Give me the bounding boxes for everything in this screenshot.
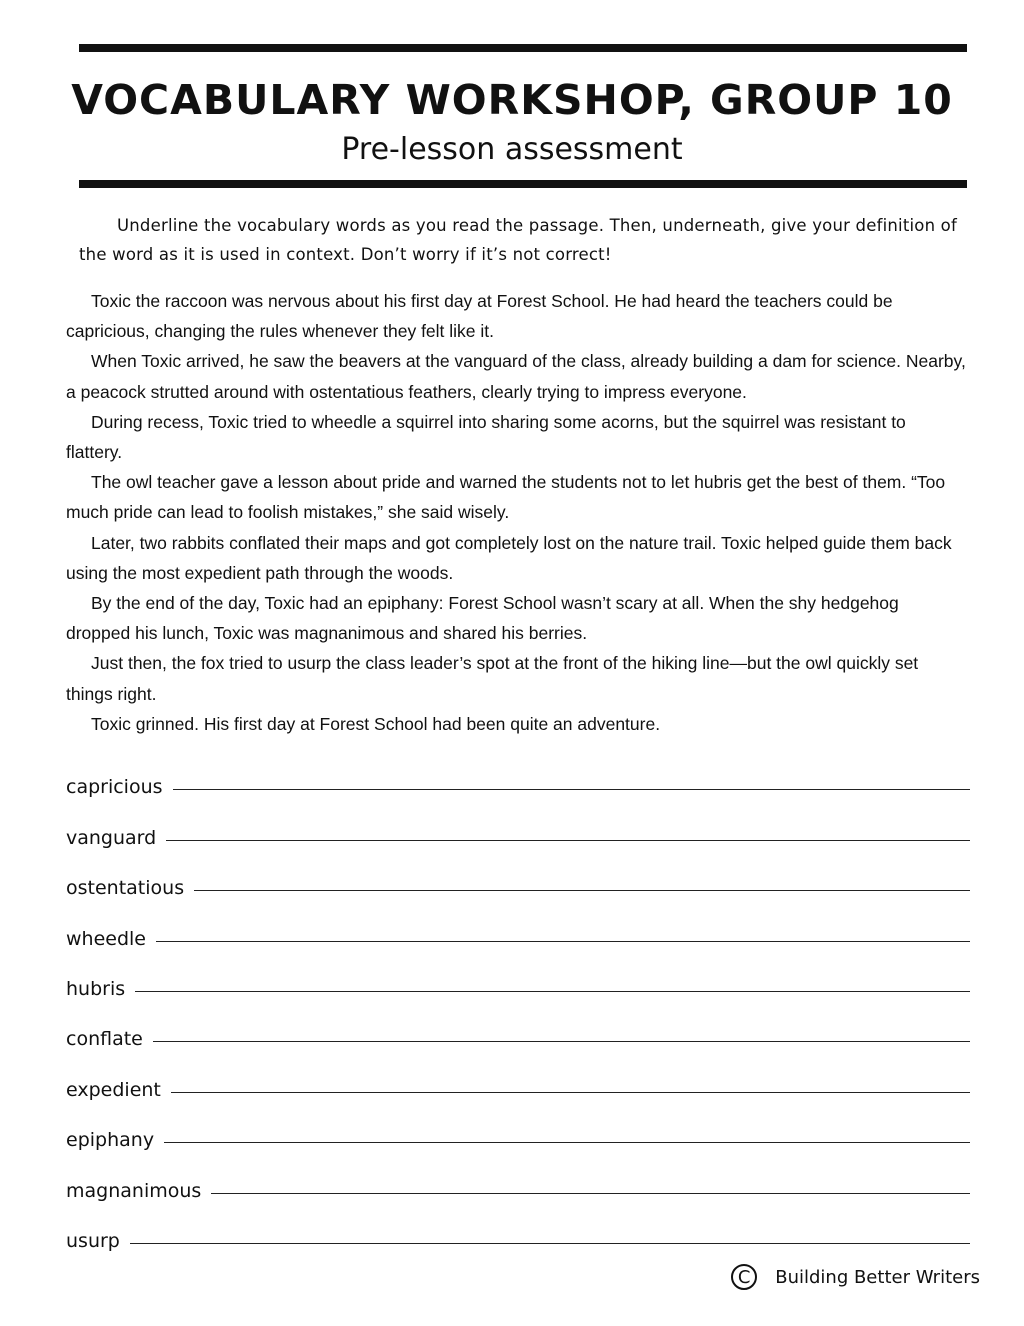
definition-blank[interactable] (171, 1092, 970, 1093)
vocab-word: expedient (66, 1078, 161, 1101)
vocab-row-expedient (66, 1054, 970, 1104)
passage-paragraph: The owl teacher gave a lesson about pride and warned the students not to let hubris get the best of them. “Too much pride can lead to foolish mistakes,” she said wisely. (66, 472, 946, 523)
passage (66, 286, 966, 739)
passage-paragraph: During recess, Toxic tried to wheedle a squirrel into sharing some acorns, but the squirrel was resistant to flattery. (66, 411, 906, 463)
vocab-word: hubris (66, 977, 126, 1000)
page-subtitle: Pre-lesson assessment (341, 132, 683, 167)
vocab-row-ostentatious (66, 853, 970, 903)
footer-credit (731, 1264, 980, 1290)
vocab-word: conflate (66, 1028, 143, 1051)
passage-paragraph: Toxic the raccoon was nervous about his first day at Forest School. He had heard the teachers could be capricious, changing the rules whenever they felt like it. (66, 291, 893, 342)
definition-blank[interactable] (211, 1193, 970, 1194)
passage-paragraph: By the end of the day, Toxic had an epiphany: Forest School wasn’t scary at all. When the shy hedgehog dropped his lunch, Toxic was magnanimous and shared his berries. (66, 593, 899, 644)
bottom-divider (79, 180, 967, 188)
definition-blank[interactable] (153, 1041, 970, 1042)
vocab-word: epiphany (66, 1129, 155, 1152)
passage-paragraph: Just then, the fox tried to usurp the class leader’s spot at the front of the hiking line—but the owl quickly set things right. (66, 653, 919, 704)
definition-blank[interactable] (135, 991, 970, 992)
vocab-row-capricious (66, 752, 970, 802)
vocab-row-hubris (66, 954, 970, 1004)
top-divider (79, 44, 967, 52)
definition-blank[interactable] (194, 890, 970, 891)
vocab-row-conflate (66, 1004, 970, 1054)
definition-blank[interactable] (173, 789, 970, 790)
vocab-row-usurp (66, 1206, 970, 1256)
passage-paragraph: When Toxic arrived, he saw the beavers at the vanguard of the class, already building a dam for science. Nearby, a peacock strutted around with ostentatious feathers, clearly trying to impress everyone. (66, 351, 966, 402)
passage-paragraph: Toxic grinned. His first day at Forest School had been quite an adventure. (91, 713, 661, 734)
vocab-word: wheedle (66, 927, 146, 950)
vocab-word: magnanimous (66, 1179, 202, 1202)
definition-blank[interactable] (164, 1142, 970, 1143)
passage-paragraph: Later, two rabbits conflated their maps and got completely lost on the nature trail. Toxic helped guide them back using the most expedient path through the woods. (66, 532, 952, 583)
instructions: Underline the vocabulary words as you read the passage. Then, underneath, give your definition of the word as it is used in context. Don’t worry if it’s not correct! (79, 216, 957, 264)
definition-blank[interactable] (156, 941, 970, 942)
definition-blank[interactable] (130, 1243, 970, 1244)
vocab-word: capricious (66, 776, 163, 799)
definition-blank[interactable] (166, 840, 970, 841)
vocab-word: vanguard (66, 826, 157, 849)
vocab-word: ostentatious (66, 877, 185, 900)
page-title: VOCABULARY WORKSHOP, GROUP 10 (71, 76, 953, 124)
copyright-icon: C (731, 1264, 757, 1290)
vocab-row-wheedle (66, 903, 970, 953)
vocab-row-vanguard (66, 802, 970, 852)
vocab-word: usurp (66, 1229, 120, 1252)
vocabulary-list (66, 752, 970, 1256)
footer-text: Building Better Writers (775, 1266, 980, 1288)
vocab-row-epiphany (66, 1105, 970, 1155)
vocab-row-magnanimous (66, 1155, 970, 1205)
